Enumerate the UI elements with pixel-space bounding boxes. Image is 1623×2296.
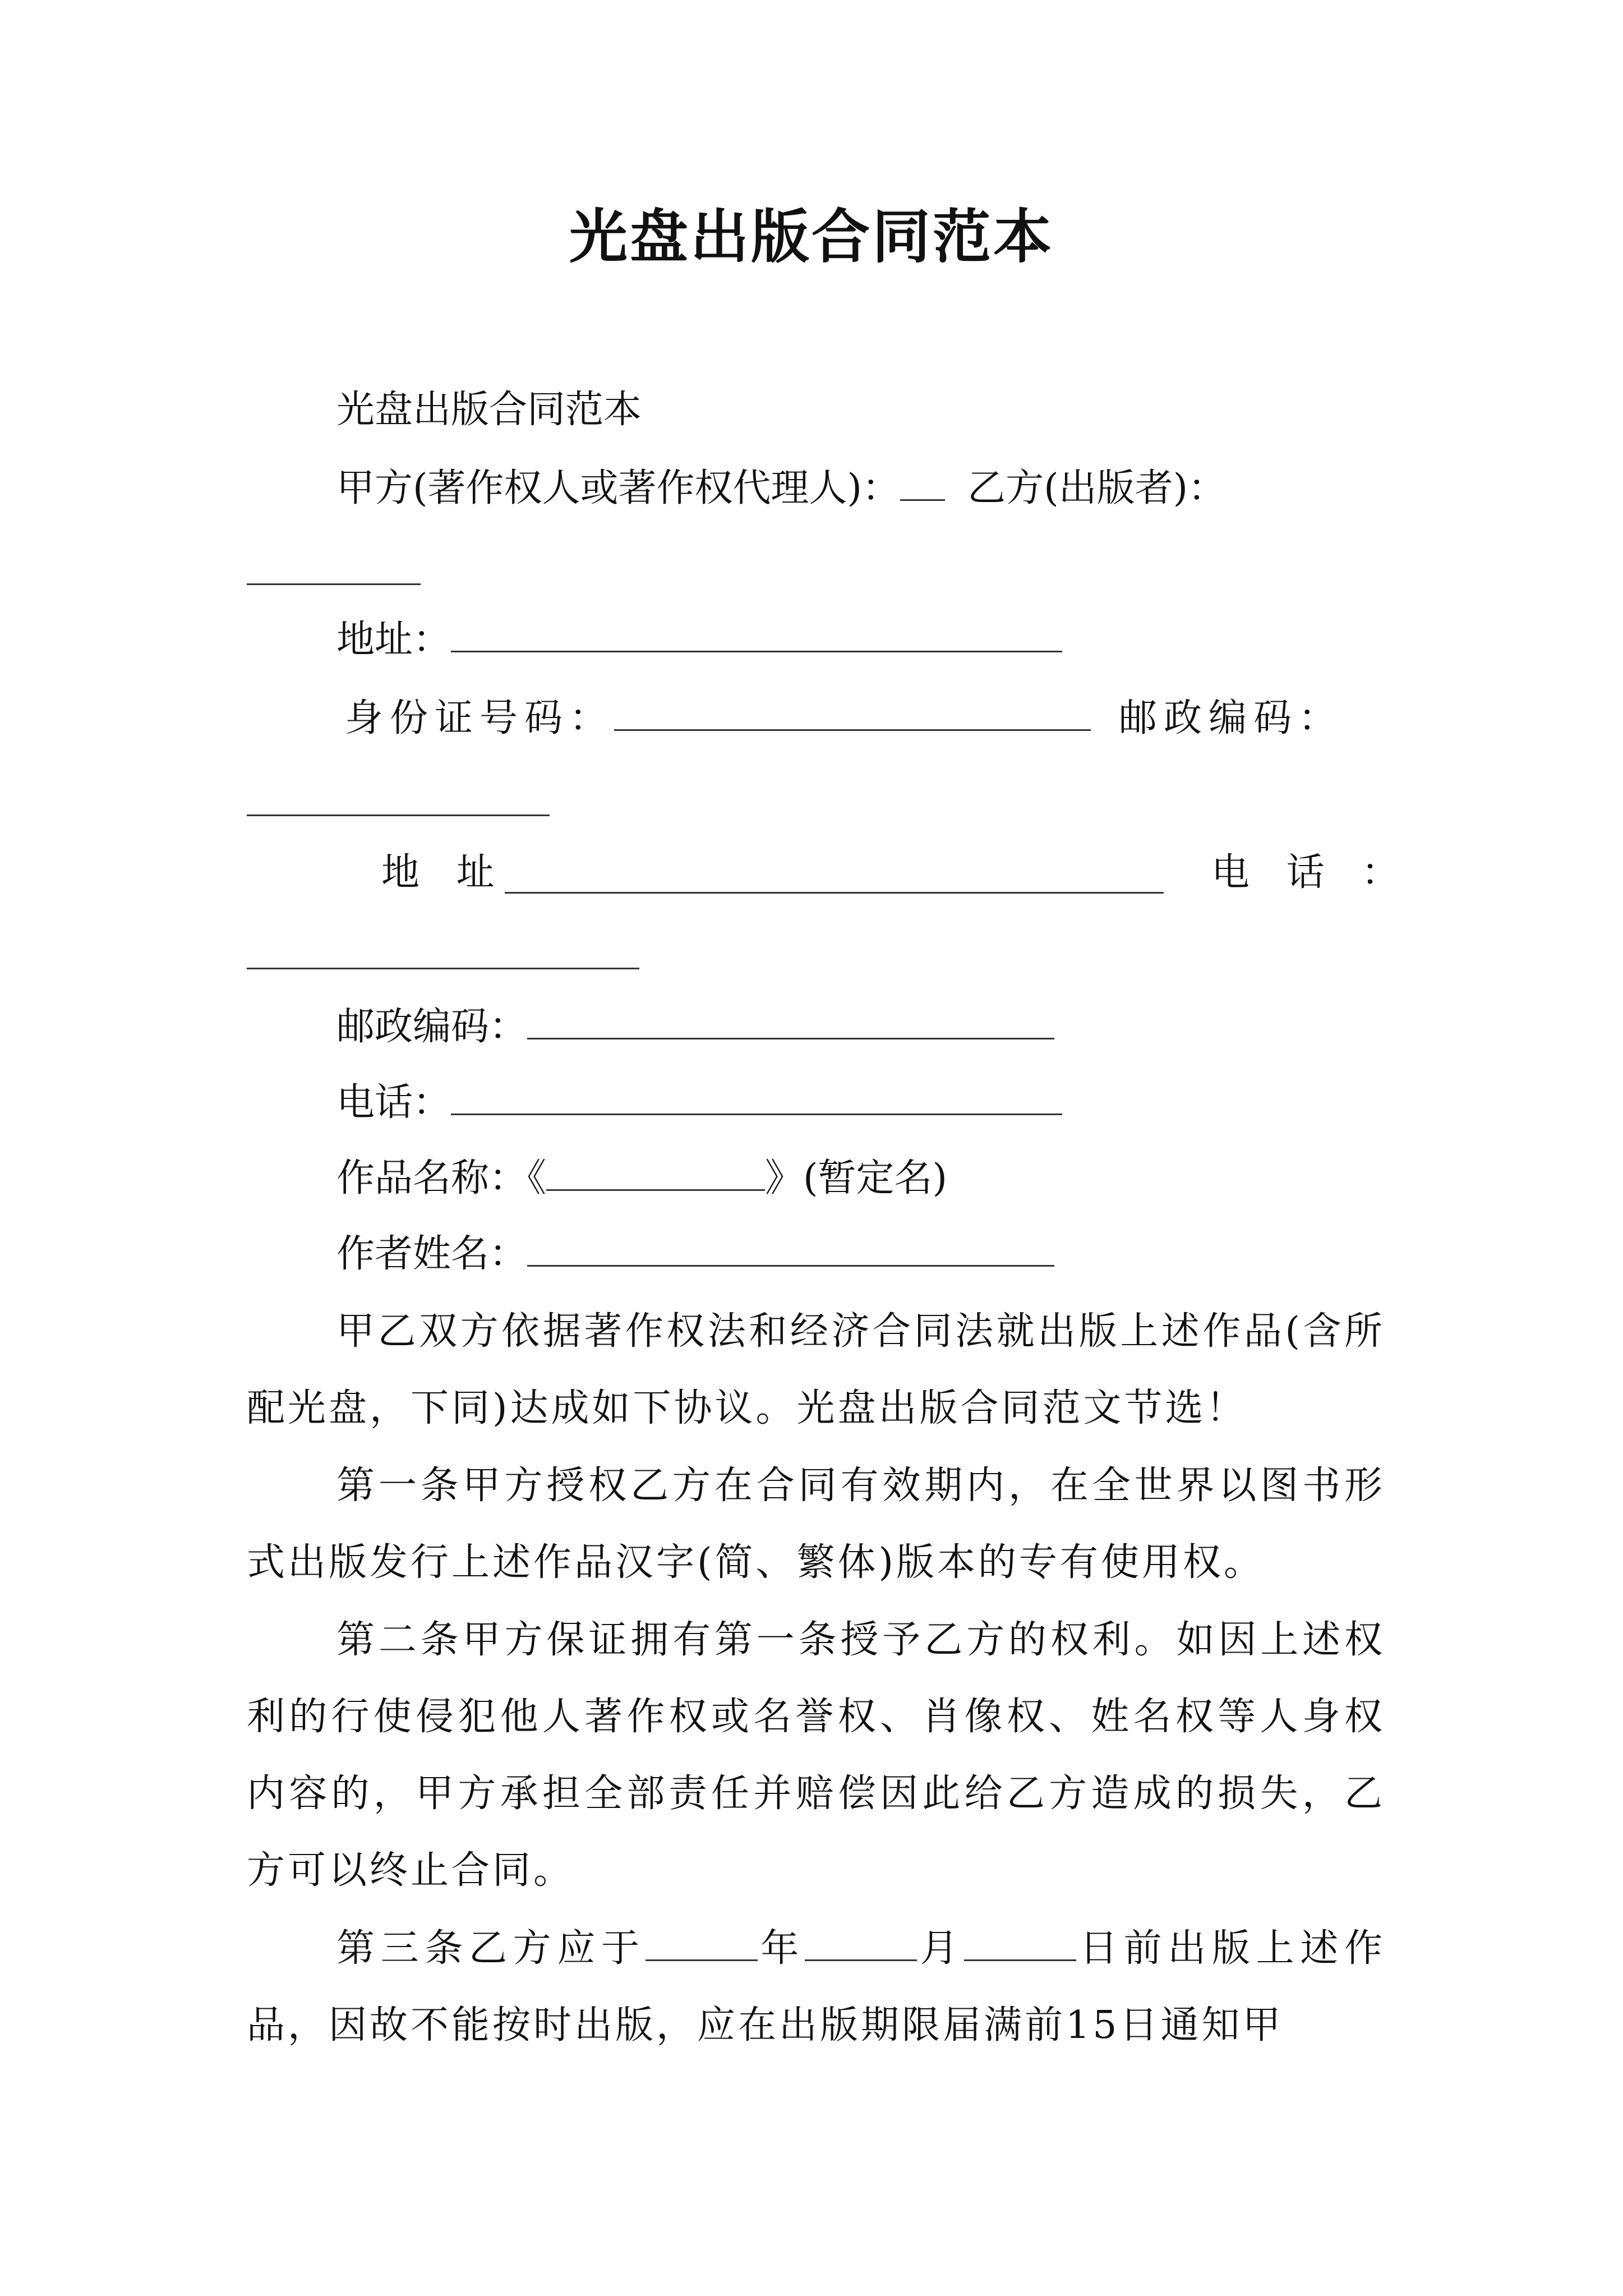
party-a-blank: [900, 468, 945, 501]
id-blank: [614, 698, 1091, 731]
article-3-year: 年: [757, 1926, 805, 1971]
article-3-rest: 日前出版上述作品，因故不能按时出版，应在出版期限届满前15日通知甲: [247, 1926, 1385, 2047]
document-title: 光盘出版合同范本: [569, 202, 1054, 271]
article-2: 第二条甲方保证拥有第一条授予乙方的权利。如因上述权利的行使侵犯他人著作权或名誉权、肖像权、姓名权等人身权内容的，甲方承担全部责任并赔偿因此给乙方造成的损失，乙方可以终止合同。: [247, 1618, 1385, 1893]
phone-b-label: 电 话 ：: [1211, 850, 1412, 895]
id-label: 身份证号码：: [345, 696, 615, 740]
work-name-suffix: 》(暂定名): [765, 1156, 948, 1200]
postal-a-blank: [247, 815, 550, 816]
address-a-line: [336, 617, 1062, 663]
address-a-label: 地址：: [336, 618, 451, 662]
article-3-month: 月: [916, 1926, 965, 1971]
article-1: 第一条甲方授权乙方在合同有效期内，在全世界以图书形式出版发行上述作品汉字(简、繁体)版本的专有使用权。: [247, 1464, 1385, 1585]
phone-line: [336, 1080, 1062, 1126]
party-a-label: 甲方(著作权人或著作权代理人)：: [336, 466, 901, 510]
phone-label: 电话：: [336, 1080, 451, 1125]
author-line: [336, 1231, 1054, 1277]
postal-a-label: 邮政编码：: [1119, 696, 1344, 740]
address-b-blank: [505, 892, 1164, 894]
party-b-blank: [247, 583, 421, 585]
work-name-line: [336, 1156, 947, 1202]
intro-paragraph: 甲乙双方依据著作权法和经济合同法就出版上述作品(含所配光盘，下同)达成如下协议。光盘出版合同范文节选！: [247, 1309, 1385, 1430]
day-blank: [964, 1927, 1076, 1961]
article-3-prefix: 第三条乙方应于: [336, 1926, 645, 1971]
party-line: [336, 466, 1226, 512]
postal-b-label: 邮政编码：: [336, 1005, 528, 1049]
postal-b-line: [336, 1004, 1054, 1050]
month-blank: [805, 1927, 917, 1961]
phone-blank: [451, 1082, 1062, 1115]
document-subtitle: 光盘出版合同范本: [336, 388, 642, 432]
address-a-blank: [451, 619, 1062, 652]
work-name-label: 作品名称：《: [336, 1156, 547, 1200]
phone-b-blank: [247, 968, 639, 969]
year-blank: [645, 1927, 758, 1961]
party-b-label: 乙方(出版者)：: [967, 466, 1227, 510]
author-label: 作者姓名：: [336, 1232, 528, 1276]
article-3: [247, 1910, 1385, 2064]
address-b-label: 地 址: [381, 850, 507, 895]
id-postal-line: [345, 696, 1343, 742]
postal-b-blank: [527, 1006, 1054, 1039]
work-name-blank: [546, 1158, 765, 1191]
author-blank: [527, 1234, 1054, 1267]
address-b-line: [381, 850, 507, 896]
